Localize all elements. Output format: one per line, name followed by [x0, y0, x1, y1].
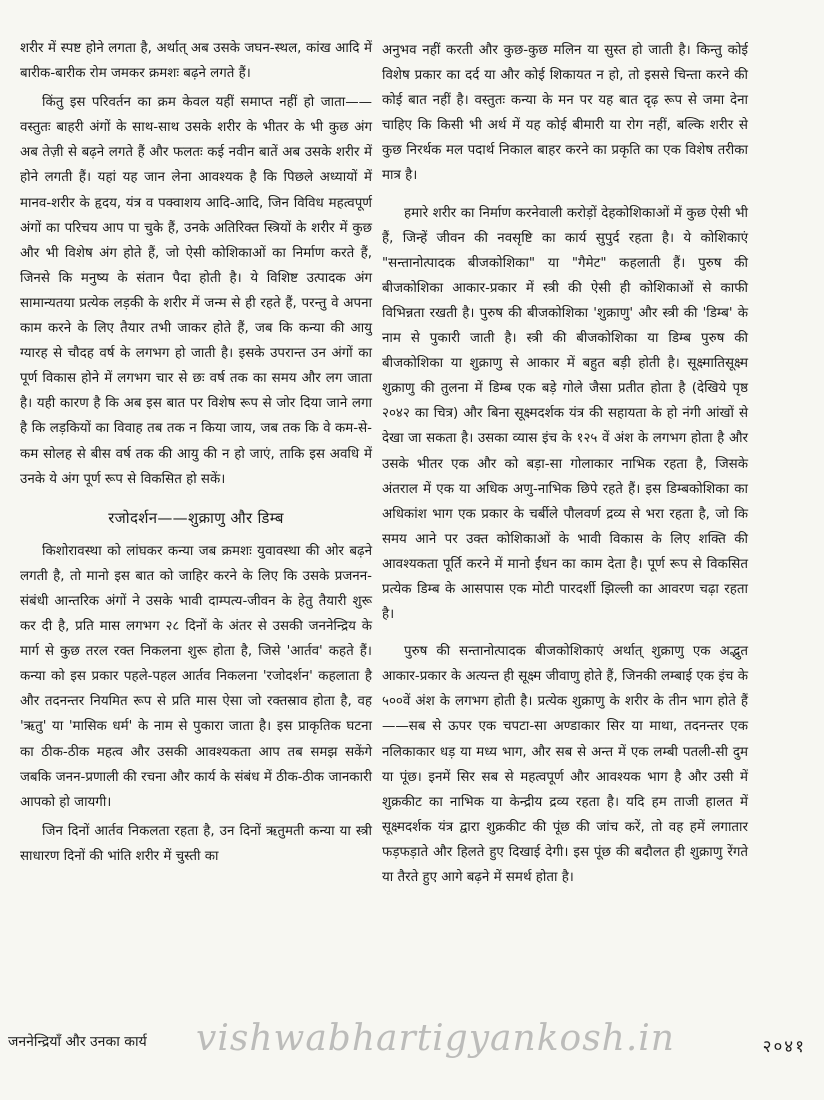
paragraph: शरीर में स्पष्ट होने लगता है, अर्थात् अब उसके जघन-स्थल, कांख आदि में बारीक-बारीक रोम जमकर क्रमशः बढ़ने लगते हैं। [20, 41, 372, 82]
left-column [20, 36, 372, 873]
watermark: vishwabhartigyankosh.in [196, 1018, 675, 1059]
paragraph: हमारे शरीर का निर्माण करनेवाली करोड़ों देहकोशिकाओं में कुछ ऐसी भी हैं, जिन्हें जीवन की नवसृष्टि का कार्य सुपुर्द रहता है। ये कोशिकाएं "सन्तानोत्पादक बीजकोशिका" या "गैमेट" कहलाती हैं। पुरुष की बीजकोशिका आकार-प्रकार में स्त्री की ऐसी ही कोशिकाओं से काफी विभिन्नता रखती है। पुरुष की बीजकोशिका 'शुक्राणु' और स्त्री की 'डिम्ब' के नाम से पुकारी जाती है। स्त्री की बीजकोशिका या डिम्ब पुरुष की बीजकोशिका या शुक्राणु से आकार में बहुत बड़ी होती है। सूक्ष्मातिसूक्ष्म शुक्राणु की तुलना में डिम्ब एक बड़े गोले जैसा प्रतीत होता है (देखिये पृष्ठ २०४२ का चित्र) और बिना सूक्ष्मदर्शक यंत्र की सहायता के हो नंगी आंखों से देखा जा सकता है। उसका व्यास इंच के १२५ वें अंश के लगभग होता है और उसके भीतर एक और को बड़ा-सा गोलाकार नाभिक रहता है, जिसके अंतराल में एक या अधिक अणु-नाभिक छिपे रहते हैं। इस डिम्बकोशिका का अधिकांश भाग एक प्रकार के चर्बीले पौलवर्ण द्रव्य से भरा रहता है, जो कि समय आने पर उक्त कोशिकाओं के भावी विकास के लिए शक्ति की आवश्यकता पूर्ति करने में मानो ईंधन का काम देता है। पूर्ण रूप से विकसित प्रत्येक डिम्ब के आसपास एक मोटी पारदर्शी झिल्ली का आवरण चढ़ा रहता है। [382, 205, 748, 623]
page-number: २०४१ [762, 1037, 806, 1057]
paragraph: जिन दिनों आर्तव निकलता रहता है, उन दिनों ऋतुमती कन्या या स्त्री साधारण दिनों की भांति शरीर में चुस्ती का [20, 823, 372, 864]
page-footer [0, 1018, 824, 1064]
paragraph: अनुभव नहीं करती और कुछ-कुछ मलिन या सुस्त हो जाती है। किन्तु कोई विशेष प्रकार का दर्द या और कोई शिकायत न हो, तो इससे चिन्ता करने की कोई बात नहीं है। वस्तुतः कन्या के मन पर यह बात दृढ़ रूप से जमा देना चाहिए कि किसी भी अर्थ में यह कोई बीमारी या रोग नहीं, बल्कि शरीर से कुछ निरर्थक मल पदार्थ निकाल बाहर करने का प्रकृति का एक विशेष तरीका मात्र है। [382, 43, 748, 184]
section-heading: रजोदर्शन——शुक्राणु और डिम्ब [108, 508, 284, 527]
paragraph: किंतु इस परिवर्तन का क्रम केवल यहीं समाप्त नहीं हो जाता——वस्तुतः बाहरी अंगों के साथ-साथ उसके शरीर के भीतर के भी कुछ अंग अब तेज़ी से बढ़ने लगते हैं और फलतः कई नवीन बातें अब उसके शरीर में होने लगती हैं। यहां यह जान लेना आवश्यक है कि पिछले अध्यायों में मानव-शरीर के हृदय, यंत्र व पक्वाशय आदि-आदि, जिन विविध महत्वपूर्ण अंगों का परिचय आप पा चुके हैं, उनके अतिरिक्त स्त्रियों के शरीर में कुछ और भी विशेष अंग होते हैं, जो ऐसी कोशिकाओं का निर्माण करते हैं, जिनसे कि मनुष्य के संतान पैदा होती है। ये विशिष्ट उत्पादक अंग सामान्यतया प्रत्येक लड़की के शरीर में जन्म से ही रहते हैं, परन्तु वे अपना काम करने के लिए तैयार तभी जाकर होते हैं, जब कि कन्या की आयु ग्यारह से चौदह वर्ष के लगभग हो जाती है। इसके उपरान्त उन अंगों का पूर्ण विकास होने में लगभग चार से छः वर्ष तक का समय और लग जाता है। यही कारण है कि अब इस बात पर विशेष रूप से जोर दिया जाने लगा है कि लड़कियों का विवाह तब तक न किया जाय, जब तक कि वे कम-से-कम सोलह से बीस वर्ष तक की आयु की न हो जाएं, ताकि इस अवधि में उनके ये अंग पूर्ण रूप से विकसित हो सकें। [20, 95, 372, 487]
paragraph: पुरुष की सन्तानोत्पादक बीजकोशिकाएं अर्थात् शुक्राणु एक अद्भुत आकार-प्रकार के अत्यन्त ही सूक्ष्म जीवाणु होते हैं, जिनकी लम्बाई एक इंच के ५००वें अंश के लगभग होती है। प्रत्येक शुक्राणु के शरीर के तीन भाग होते हैं——सब से ऊपर एक चपटा-सा अण्डाकार सिर या माथा, तदनन्तर एक नलिकाकार धड़ या मध्य भाग, और सब से अन्त में एक लम्बी पतली-सी दुम या पूंछ। इनमें सिर सब से महत्वपूर्ण और आवश्यक भाग है और उसी में शुक्रकीट का नाभिक या केन्द्रीय द्रव्य रहता है। यदि हम ताजी हालत में सूक्ष्मदर्शक यंत्र द्वारा शुक्रकीट की पूंछ की जांच करें, तो वह हमें लगातार फड़फड़ाते और हिलते हुए दिखाई देगी। इस पूंछ की बदौलत ही शुक्राणु रेंगते या तैरते हुए आगे बढ़ने में समर्थ होता है। [382, 644, 748, 885]
right-column [382, 38, 748, 902]
running-footer-title: जननेन्द्रियाँ और उनका कार्य [8, 1034, 147, 1050]
paragraph: किशोरावस्था को लांघकर कन्या जब क्रमशः युवावस्था की ओर बढ़ने लगती है, तो मानो इस बात को जाहिर करने के लिए कि उसके प्रजनन-संबंधी आन्तरिक अंगों ने उसके भावी दाम्पत्य-जीवन के हेतु तैयारी शुरू कर दी है, प्रति मास लगभग २८ दिनों के अंतर से उसकी जननेन्द्रिय के मार्ग से कुछ तरल रक्त निकलना शुरू होता है, जिसे 'आर्तव' कहते हैं। कन्या को इस प्रकार पहले-पहल आर्तव निकलना 'रजोदर्शन' कहलाता है और तदनन्तर नियमित रूप से प्रति मास ऐसा जो रक्तस्राव होता है, वह 'ऋतु' या 'मासिक धर्म' के नाम से पुकारा जाता है। इस प्राकृतिक घटना का ठीक-ठीक महत्व और उसकी आवश्यकता आप तब समझ सकेंगे जबकि जनन-प्रणाली की रचना और कार्य के संबंध में ठीक-ठीक जानकारी आपको हो जायगी। [20, 543, 372, 810]
